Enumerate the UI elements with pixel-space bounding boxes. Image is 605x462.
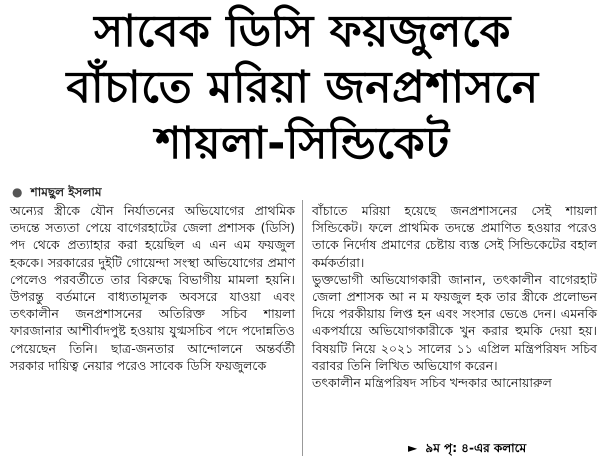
article-paragraph-3: তৎকালীন মন্ত্রিপরিষদ সচিব খন্দকার আনোয়ারুল <box>312 375 552 391</box>
headline-line-2: বাঁচাতে মরিয়া জনপ্রশাসনে <box>66 62 539 113</box>
continuation-note[interactable] <box>408 440 526 460</box>
headline-line-3: শায়লা-সিন্ডিকেট <box>155 118 450 169</box>
byline <box>12 184 102 204</box>
bullet-icon: ● <box>12 185 23 199</box>
article-paragraph: অন্যের স্ত্রীকে যৌন নির্যাতনের অভিযোগের প্রাথমিক তদন্তে সত্যতা পেয়ে বাগেরহাটের জেলা প্রশাসক (ডিসি) পদ থেকে প্রত্যাহার করা হয়েছিল এ এন এম ফয়জুল হককে। সরকারের দুইটি গোয়েন্দা সংস্থা অভিযোগের প্রমাণ পেলেও পরবর্তীতে তার বিরুদ্ধে বিভাগীয় মামলা হয়নি। উপরন্তু বর্তমানে বাধ্যতামূলক অবসরে যাওয়া এবং তৎকালীন জনপ্রশাসনের অতিরিক্ত সচিব শায়লা ফারজানার আশীর্বাদপুষ্ট হওয়ায় যুগ্মসচিব পদে পদোন্নতিও পেয়েছেন তিনি। ছাত্র-জনতার আন্দোলনে অন্তর্বর্তী সরকার দায়িত্ব নেয়ার পরেও সাবেক ডিসি ফয়জুলকে <box>10 203 295 373</box>
article-paragraph-1: বাঁচাতে মরিয়া হয়েছে জনপ্রশাসনের সেই শায়লা সিন্ডিকেট। ফলে প্রাথমিক তদন্তে প্রমাণিত হওয়ার পরেও তাকে নির্দোষ প্রমাণের চেষ্টায় ব্যস্ত সেই সিন্ডিকেটের বহাল কর্মকর্তারা। <box>312 203 597 270</box>
headline-line-1: সাবেক ডিসি ফয়জুলকে <box>94 6 511 57</box>
column-divider <box>302 200 303 456</box>
arrow-right-icon: ► <box>408 441 418 455</box>
continuation-text: ৯ম পৃ: ৪-এর কলামে <box>425 441 527 455</box>
headline <box>0 4 605 172</box>
article-column-right <box>312 202 597 391</box>
article-paragraph-2: ভুক্তভোগী অভিযোগকারী জানান, তৎকালীন বাগেরহাট জেলা প্রশাসক আ ন ম ফয়জুল হক তার স্ত্রীকে প্রলোভন দিয়ে পরকীয়ায় লিপ্ত হন এবং সংসার ভেঙে দেন। এমনকি একপর্যায়ে অভিযোগকারীকে খুন করার হুমকি দেয়া হয়। বিষয়টি নিয়ে ২০২১ সালের ১১ এপ্রিল মন্ত্রিপরিষদ সচিব বরাবর তিনি লিখিত অভিযোগ করেন। <box>312 271 597 373</box>
author-name: শামছুল ইসলাম <box>30 185 102 199</box>
article-column-left <box>10 202 295 374</box>
